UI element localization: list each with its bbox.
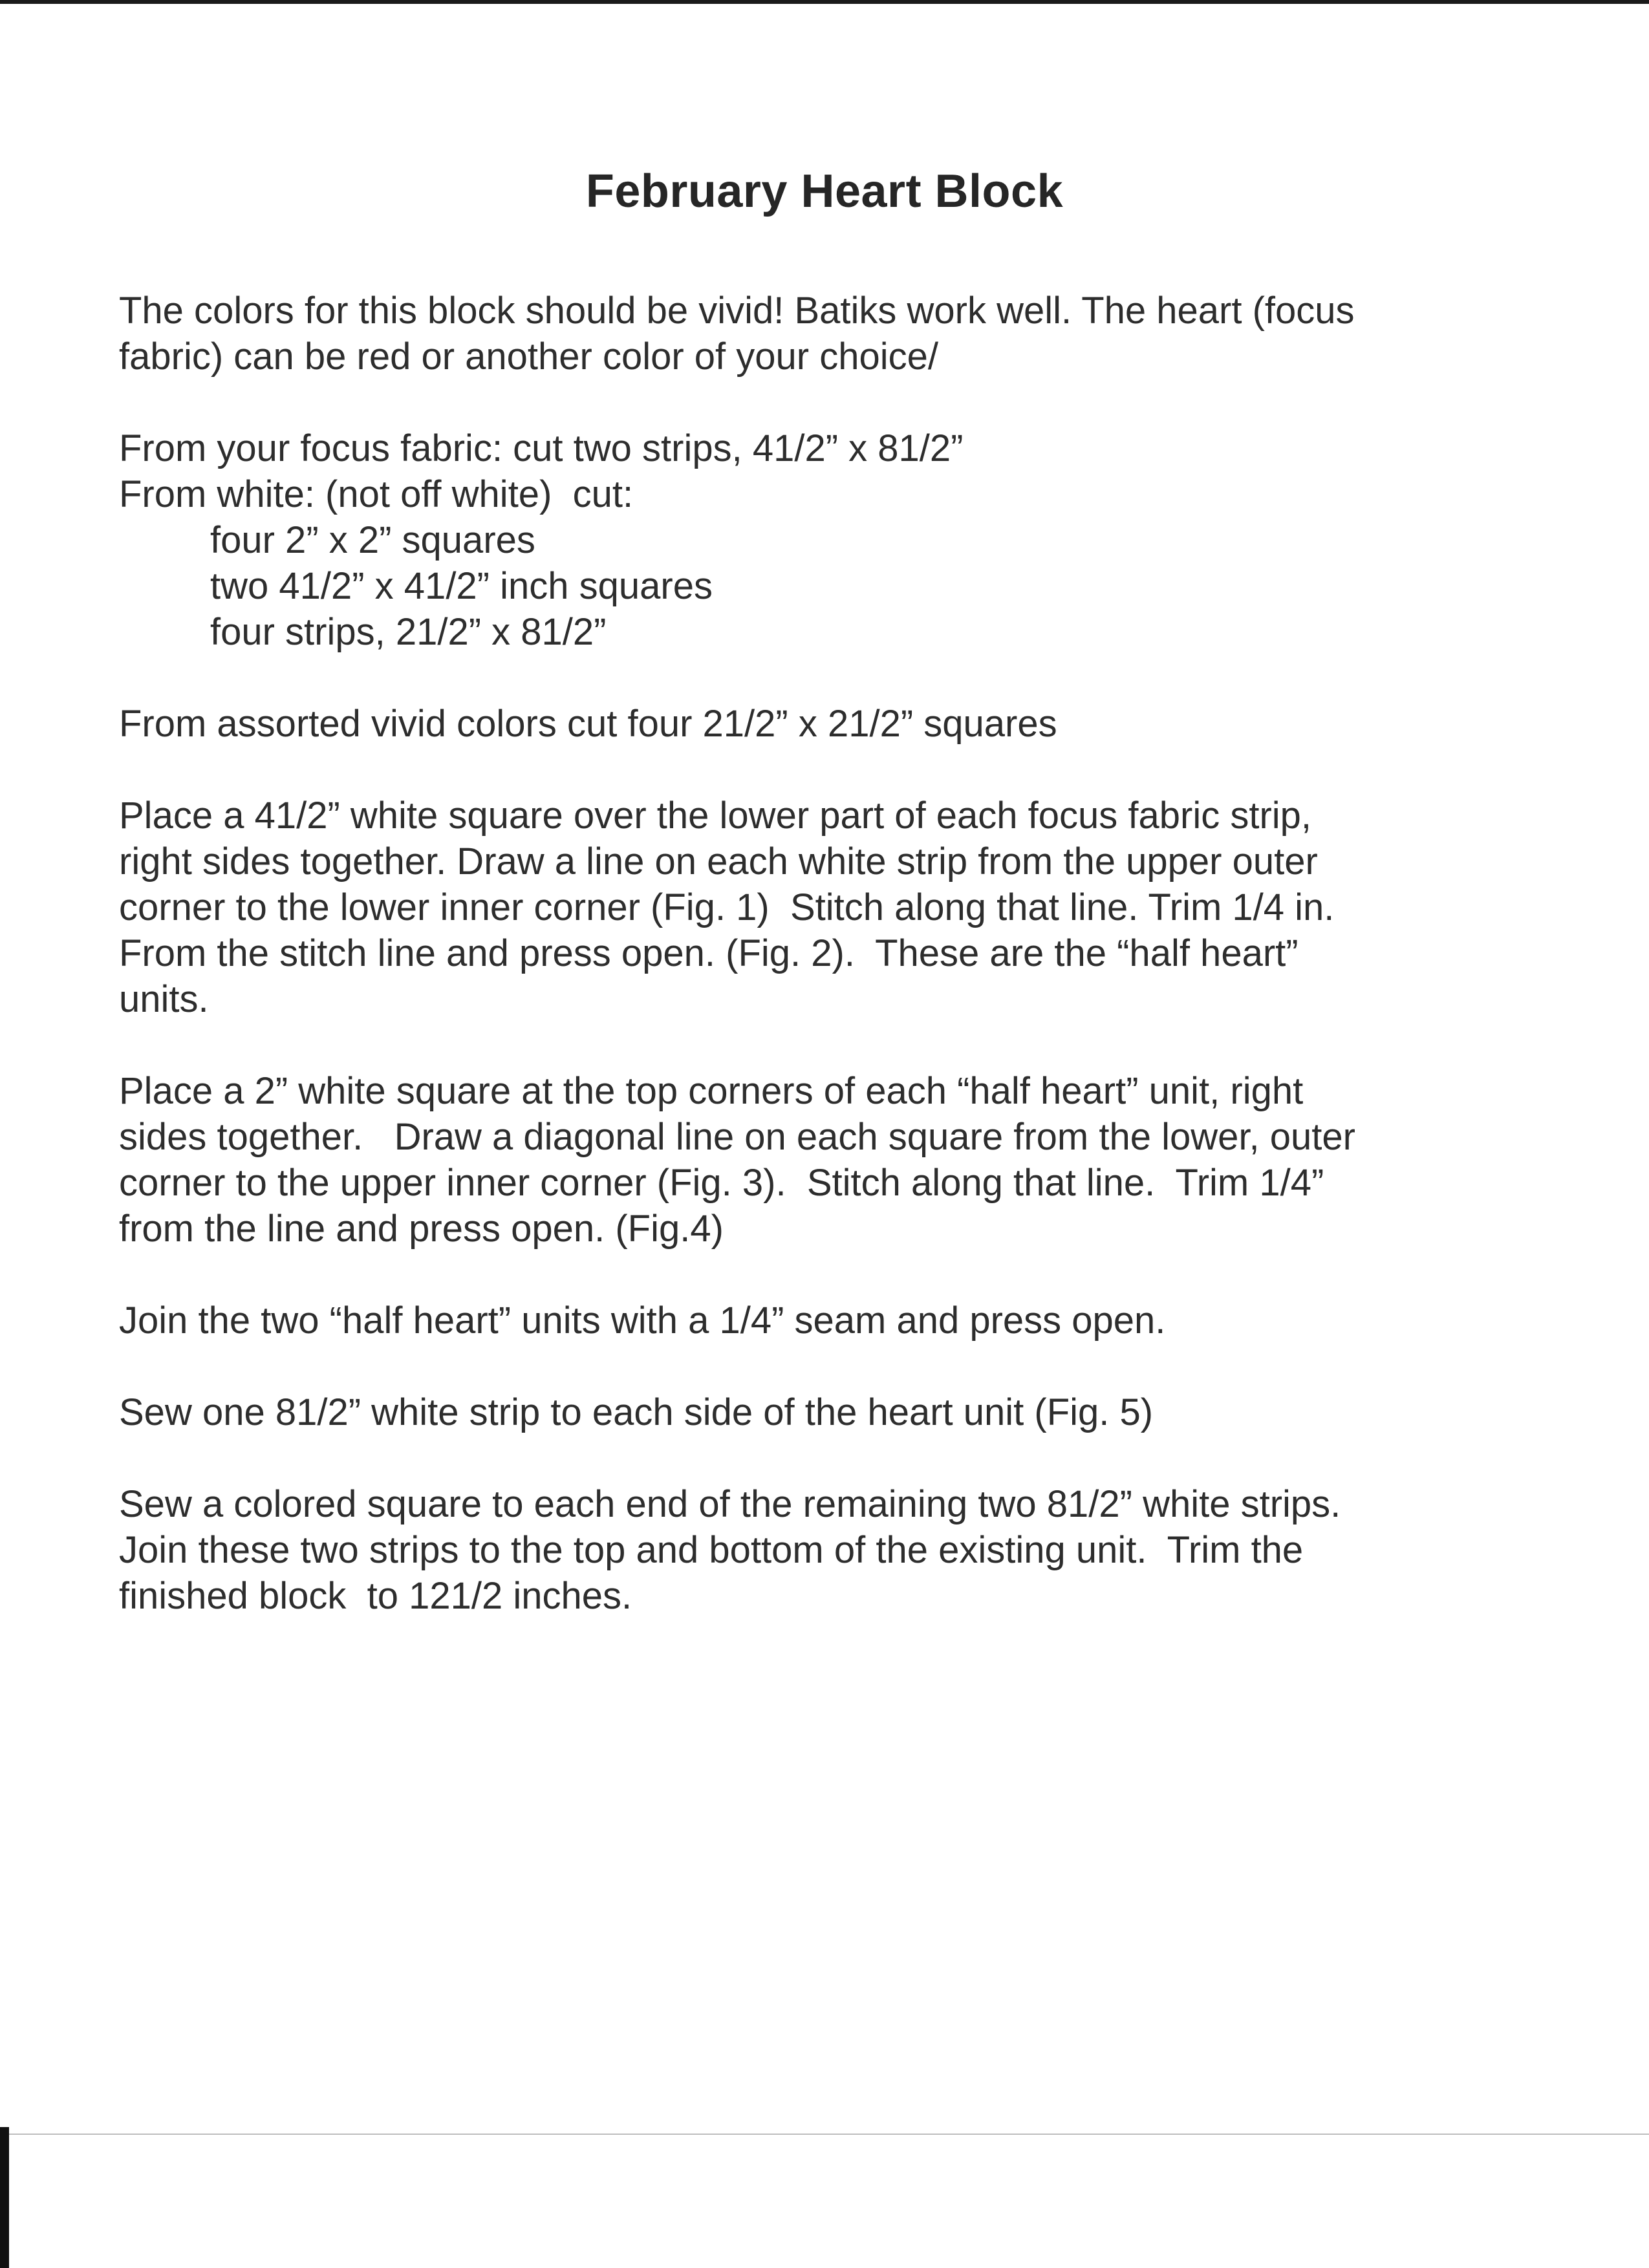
text-line: fabric) can be red or another color of your choice/	[119, 336, 938, 378]
text-line: From your focus fabric: cut two strips, 41/2” x 81/2”	[119, 427, 964, 469]
scan-left-edge	[0, 2127, 9, 2268]
text-line: corner to the lower inner corner (Fig. 1) Stitch along that line. Trim 1/4 in.	[119, 886, 1335, 928]
paragraph-step-half-heart	[119, 793, 1561, 1022]
text-line: Join the two “half heart” units with a 1/4” seam and press open.	[119, 1300, 1166, 1342]
scan-bottom-line	[0, 2134, 1649, 2135]
text-line: finished block to 121/2 inches.	[119, 1575, 632, 1617]
text-line: corner to the upper inner corner (Fig. 3). Stitch along that line. Trim 1/4”	[119, 1162, 1324, 1204]
text-line: Join these two strips to the top and bottom of the existing unit. Trim the	[119, 1529, 1304, 1571]
text-line: From the stitch line and press open. (Fig. 2). These are the “half heart”	[119, 932, 1299, 974]
text-line: Sew one 81/2” white strip to each side of the heart unit (Fig. 5)	[119, 1391, 1154, 1433]
cut-list-item: four strips, 21/2” x 81/2”	[210, 611, 607, 653]
text-line: right sides together. Draw a line on each white strip from the upper outer	[119, 840, 1318, 883]
text-line: The colors for this block should be vivid! Batiks work well. The heart (focus	[119, 290, 1355, 332]
cut-list-item: four 2” x 2” squares	[210, 519, 535, 561]
text-line: sides together. Draw a diagonal line on each square from the lower, outer	[119, 1116, 1355, 1158]
paragraph-step-corners	[119, 1068, 1561, 1252]
text-line: From assorted vivid colors cut four 21/2” x 21/2” squares	[119, 703, 1057, 745]
paragraph-assorted	[119, 701, 1561, 747]
paragraph-step-join	[119, 1298, 1561, 1343]
paragraph-cutting	[119, 425, 1561, 655]
paragraph-step-sides	[119, 1389, 1561, 1435]
cut-list-item: two 41/2” x 41/2” inch squares	[210, 565, 713, 607]
text-line: Place a 2” white square at the top corners of each “half heart” unit, right	[119, 1070, 1304, 1112]
text-line: From white: (not off white) cut:	[119, 473, 634, 515]
text-line: Place a 41/2” white square over the lower part of each focus fabric strip,	[119, 795, 1312, 837]
document-body	[119, 288, 1561, 1665]
text-line: units.	[119, 978, 209, 1020]
paragraph-intro	[119, 288, 1561, 380]
text-line: from the line and press open. (Fig.4)	[119, 1208, 724, 1250]
scan-top-edge	[0, 0, 1649, 4]
document-title: February Heart Block	[585, 166, 1064, 217]
paragraph-step-finish	[119, 1481, 1561, 1619]
text-line: Sew a colored square to each end of the remaining two 81/2” white strips.	[119, 1483, 1341, 1525]
